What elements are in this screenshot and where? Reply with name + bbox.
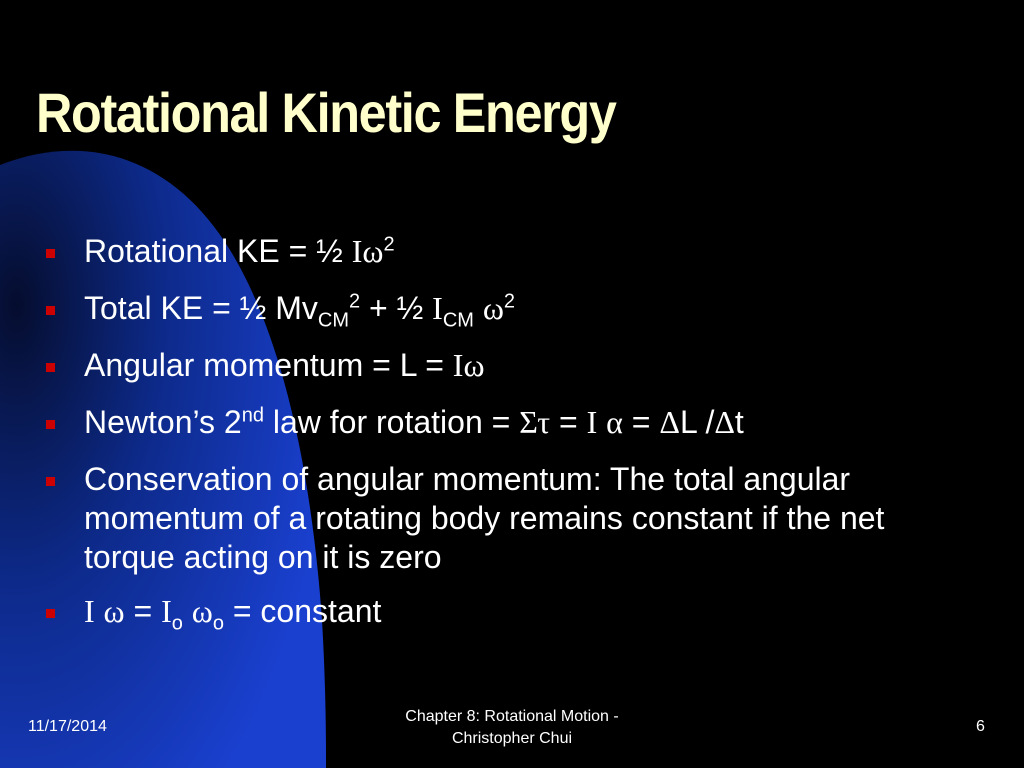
bullet-text: t <box>734 404 744 440</box>
bullet-rotational-ke <box>46 232 946 271</box>
inertia-symbol: I <box>84 593 95 629</box>
subscript: o <box>212 612 224 635</box>
spacer-text <box>474 290 483 326</box>
bullet-text: = constant <box>223 593 382 629</box>
subscript: CM <box>442 309 474 332</box>
subscript: o <box>171 612 183 635</box>
omega-symbol: ω <box>191 593 213 629</box>
spacer-text <box>183 593 192 629</box>
footer-chapter-line: Chapter 8: Rotational Motion - <box>405 708 619 725</box>
bullet-marker <box>46 363 55 372</box>
bullet-newtons-law <box>46 403 946 442</box>
inertia-symbol: I <box>161 593 172 629</box>
subscript: CM <box>317 309 349 332</box>
bullet-conservation <box>46 460 946 577</box>
bullet-text: law for rotation = <box>263 404 520 440</box>
superscript: 2 <box>348 290 361 313</box>
bullet-text: + ½ <box>360 290 433 326</box>
moment-omega-symbol: Iω <box>351 233 384 269</box>
bullet-text: = <box>550 404 587 440</box>
bullet-angular-momentum <box>46 346 946 385</box>
bullet-marker <box>46 420 55 429</box>
inertia-symbol: I <box>586 404 598 440</box>
footer-chapter-info <box>384 706 640 750</box>
footer-author-line: Christopher Chui <box>451 730 573 747</box>
sum-tau-symbol: Στ <box>519 404 551 440</box>
delta-symbol: Δ <box>714 404 735 440</box>
delta-symbol: Δ <box>659 404 680 440</box>
bullet-text: Newton’s 2 <box>84 404 242 440</box>
superscript: 2 <box>383 233 395 256</box>
superscript: nd <box>241 404 264 427</box>
inertia-symbol: I <box>432 290 443 326</box>
bullet-marker <box>46 609 55 618</box>
alpha-symbol: α <box>606 404 623 440</box>
bullet-text: Angular momentum = L = <box>84 347 453 383</box>
spacer-text <box>597 404 606 440</box>
bullet-list <box>46 232 946 649</box>
bullet-conservation-equation <box>46 592 946 635</box>
bullet-text: L / <box>679 404 715 440</box>
bullet-marker <box>46 306 55 315</box>
spacer-text <box>95 593 104 629</box>
omega-symbol: ω <box>103 593 125 629</box>
bullet-text: = <box>622 404 660 440</box>
slide-title: Rotational Kinetic Energy <box>36 81 616 144</box>
superscript: 2 <box>503 290 515 313</box>
bullet-text: Conservation of angular momentum: The total angular momentum of a rotating body remains constant if the net torque acting on it is zero <box>84 461 885 575</box>
bullet-text: Total KE = ½ Mv <box>84 290 318 326</box>
bullet-marker <box>46 249 55 258</box>
bullet-total-ke <box>46 289 946 332</box>
moment-omega-symbol: Iω <box>452 347 485 383</box>
bullet-marker <box>46 477 55 486</box>
footer-date: 11/17/2014 <box>28 718 107 735</box>
omega-symbol: ω <box>482 290 504 326</box>
slide-number: 6 <box>976 718 985 735</box>
bullet-text: = <box>124 593 162 629</box>
bullet-text: Rotational KE = ½ <box>84 233 352 269</box>
